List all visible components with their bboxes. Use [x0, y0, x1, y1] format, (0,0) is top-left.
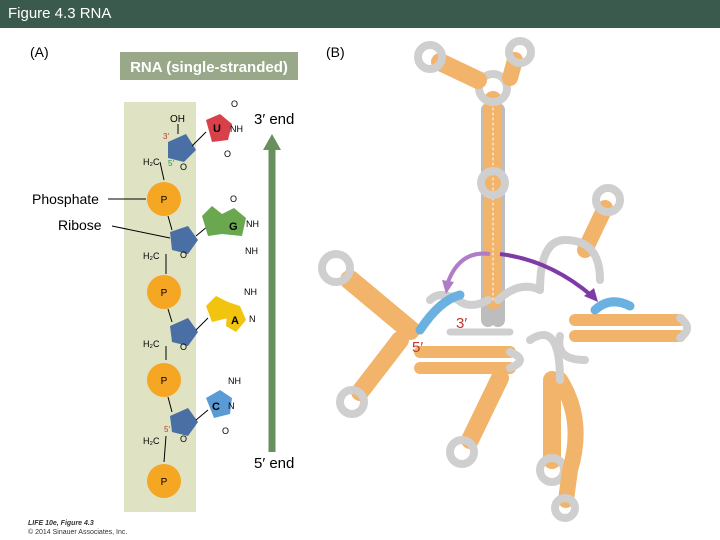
left-stem-upper: [350, 280, 410, 330]
base-a-n: N: [249, 314, 256, 324]
base-u-letter: U: [213, 123, 221, 135]
base-c-letter: C: [212, 401, 220, 413]
phosphate-1-label: P: [160, 195, 168, 206]
figure-credit: [28, 519, 127, 537]
base-u-o1: O: [231, 99, 239, 109]
right-interaction-strand: [595, 302, 630, 310]
lower-middle-hairpin: [540, 458, 564, 482]
ring-o-label-2: O: [180, 250, 188, 260]
right-junction-loop: [540, 240, 600, 290]
h2c-label-2: H₂C: [143, 251, 160, 261]
base-u-o2: O: [224, 149, 232, 159]
glycosidic-bond-4: [196, 410, 208, 420]
carbon-3-label: 3′: [163, 132, 169, 141]
right-lower-stem: [575, 320, 630, 336]
base-a-letter: A: [231, 315, 239, 327]
phosphate-4-label: P: [160, 477, 168, 488]
ring-o-label-4: O: [180, 434, 188, 444]
figure-title: Figure 4.3 RNA: [8, 5, 112, 22]
base-a-nh: NH: [244, 287, 257, 297]
top-left-hairpin: [418, 45, 442, 69]
lower-right-stem: [560, 380, 576, 500]
five-prime-label-b: 5′: [412, 339, 424, 356]
left-interaction-strand: [420, 295, 460, 330]
base-c-nh: NH: [228, 376, 241, 386]
h2c-label-1: H₂C: [143, 157, 160, 167]
glycosidic-bond-3: [196, 318, 208, 330]
h2c-label-4: H₂C: [143, 436, 160, 446]
left-stem-lower: [360, 340, 400, 392]
base-g-o: O: [230, 194, 238, 204]
top-left-arm: [440, 62, 478, 80]
left-hairpin-lower: [340, 390, 364, 414]
ribose-label: Ribose: [58, 217, 102, 233]
base-a-ring-1: [206, 296, 228, 322]
base-c-n: N: [228, 401, 235, 411]
middle-stem: [420, 352, 510, 368]
base-g-ring-1: [202, 206, 222, 236]
right-far-stem: [630, 320, 680, 336]
right-far-hairpin: [680, 318, 687, 338]
three-prime-end-label: 3′ end: [254, 111, 295, 128]
base-u-nh: NH: [230, 124, 243, 134]
credit-line-1: LIFE 10e, Figure 4.3: [28, 520, 94, 527]
base-g-nh1: NH: [246, 219, 259, 229]
lower-right-hairpin: [555, 498, 575, 518]
banner-text: RNA (single-stranded): [130, 59, 288, 76]
oh-label: OH: [170, 114, 185, 125]
carbon-5-label: 5′: [168, 159, 174, 168]
credit-line-2: © 2014 Sinauer Associates, Inc.: [28, 529, 128, 536]
lower-left-hairpin: [450, 440, 474, 464]
h2c-label-3: H₂C: [143, 339, 160, 349]
top-right-hairpin: [509, 41, 531, 63]
lower-left-stem: [470, 378, 500, 440]
base-g-nh2: NH: [245, 246, 258, 256]
ring-o-label-3: O: [180, 342, 188, 352]
ring-o-label-1: O: [180, 162, 188, 172]
panel-b-label: (B): [326, 44, 345, 60]
panel-a-label: (A): [30, 44, 49, 60]
carbon-5-label-bottom: 5′: [164, 425, 170, 434]
phosphate-3-label: P: [160, 376, 168, 387]
phosphate-label: Phosphate: [32, 191, 99, 207]
rna-secondary-structure: [322, 41, 687, 518]
left-hairpin-upper: [322, 254, 350, 282]
direction-arrow-head: [263, 134, 281, 150]
right-upper-hairpin: [596, 188, 620, 212]
base-c-o: O: [222, 426, 230, 436]
five-prime-end-label: 5′ end: [254, 455, 295, 472]
phosphate-2-label: P: [160, 288, 168, 299]
base-g-letter: G: [229, 221, 238, 233]
three-prime-label-b: 3′: [456, 315, 468, 332]
middle-stem-loop: [510, 352, 520, 368]
